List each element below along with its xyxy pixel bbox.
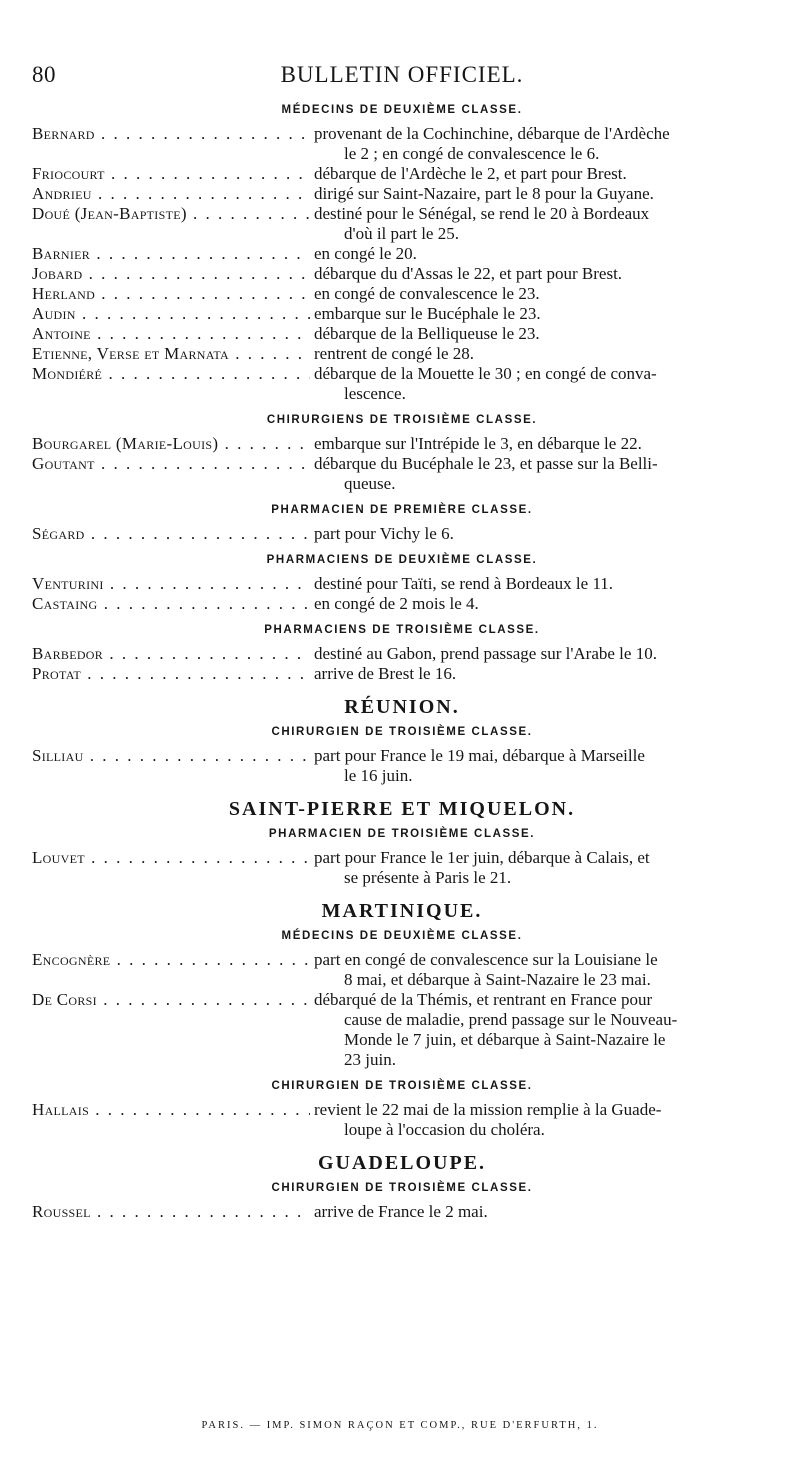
- entry-text: [310, 664, 772, 684]
- entry-line: débarque de l'Ardèche le 2, et part pour Brest.: [314, 164, 627, 183]
- entry-line: revient le 22 mai de la mission remplie à la Guade-: [314, 1100, 662, 1119]
- spacer: [32, 1222, 772, 1228]
- entry-name: Roussel . . .: [32, 1202, 310, 1222]
- entry-name: Hallais . . .: [32, 1100, 310, 1140]
- entry-line: destiné au Gabon, prend passage sur l'Arabe le 10.: [314, 644, 657, 663]
- entry-text: [310, 164, 772, 184]
- entry-text: [310, 244, 772, 264]
- entry-line: embarque sur le Bucéphale le 23.: [314, 304, 541, 323]
- entry-name: Ségard . . .: [32, 524, 310, 544]
- entry-name: Castaing . . .: [32, 594, 310, 614]
- page-number: 80: [32, 62, 56, 87]
- entry-line: queuse.: [344, 474, 396, 493]
- entry-row: [32, 1202, 772, 1222]
- entry-line: destiné pour le Sénégal, se rend le 20 à Bordeaux: [314, 204, 650, 223]
- entry-line: rentrent de congé le 28.: [314, 344, 475, 363]
- entry-row: [32, 848, 772, 888]
- entry-line: embarque sur l'Intrépide le 3, en débarque le 22.: [314, 434, 642, 453]
- entry-text: [310, 124, 772, 164]
- entry-row: [32, 574, 772, 594]
- entry-row: [32, 990, 772, 1070]
- entry-line: part pour France le 19 mai, débarque à Marseille: [314, 746, 645, 765]
- section-title: MÉDECINS DE DEUXIÈME CLASSE.: [281, 930, 523, 942]
- region-title: RÉUNION.: [344, 696, 460, 718]
- section-title: CHIRURGIENS DE TROISIÈME CLASSE.: [266, 414, 538, 426]
- entry-name: Mondiéré . . .: [32, 364, 310, 404]
- entry-row: [32, 264, 772, 284]
- entry-line: le 2 ; en congé de convalescence le 6.: [344, 144, 600, 163]
- entry-row: [32, 324, 772, 344]
- entry-line: provenant de la Cochinchine, débarque de l'Ardèche: [314, 124, 670, 143]
- spacer: [32, 684, 772, 690]
- entry-text: [310, 594, 772, 614]
- entry-line: en congé de 2 mois le 4.: [314, 594, 479, 613]
- entry-name: Andrieu . . .: [32, 184, 310, 204]
- running-title: BULLETIN OFFICIEL.: [280, 62, 524, 87]
- region-title: SAINT-PIERRE ET MIQUELON.: [228, 798, 576, 820]
- entry-name: Goutant . . .: [32, 454, 310, 494]
- entry-text: [310, 264, 772, 284]
- section-title: PHARMACIENS DE DEUXIÈME CLASSE.: [266, 554, 538, 566]
- entry-name: Bourgarel (Marie-Louis) . . .: [32, 434, 310, 454]
- entry-row: [32, 184, 772, 204]
- entry-line: arrive de France le 2 mai.: [314, 1202, 488, 1221]
- entry-text: [310, 184, 772, 204]
- entry-text: [310, 1202, 772, 1222]
- entry-row: [32, 594, 772, 614]
- section-title: PHARMACIEN DE TROISIÈME CLASSE.: [268, 828, 536, 840]
- region-title: MARTINIQUE.: [321, 900, 483, 922]
- spacer: [32, 1140, 772, 1146]
- entry-text: [310, 204, 772, 244]
- entry-row: [32, 344, 772, 364]
- entry-row: [32, 950, 772, 990]
- entry-name: Silliau . . .: [32, 746, 310, 786]
- entry-name: De Corsi . . .: [32, 990, 310, 1070]
- entry-row: [32, 644, 772, 664]
- entry-text: [310, 434, 772, 454]
- entry-row: [32, 164, 772, 184]
- entry-line: en congé le 20.: [314, 244, 417, 263]
- entry-name: Doué (Jean-Baptiste) . . .: [32, 204, 310, 244]
- entry-row: [32, 304, 772, 324]
- entry-text: [310, 848, 772, 888]
- entry-text: [310, 990, 772, 1070]
- section-title: CHIRURGIEN DE TROISIÈME CLASSE.: [271, 726, 533, 738]
- entry-line: débarque du Bucéphale le 23, et passe sur la Belli-: [314, 454, 658, 473]
- entry-line: le 16 juin.: [344, 766, 413, 785]
- entry-text: [310, 324, 772, 344]
- entry-row: [32, 454, 772, 494]
- section-title: CHIRURGIEN DE TROISIÈME CLASSE.: [271, 1080, 533, 1092]
- entry-line: cause de maladie, prend passage sur le Nouveau-: [344, 1010, 678, 1029]
- entry-text: [310, 644, 772, 664]
- entry-text: [310, 950, 772, 990]
- entry-name: Louvet . . .: [32, 848, 310, 888]
- section-title: MÉDECINS DE DEUXIÈME CLASSE.: [281, 104, 523, 116]
- entry-row: [32, 364, 772, 404]
- entry-line: d'où il part le 25.: [344, 224, 459, 243]
- page-header: [32, 62, 772, 96]
- entry-line: arrive de Brest le 16.: [314, 664, 457, 683]
- region-title: GUADELOUPE.: [317, 1152, 487, 1174]
- spacer: [32, 786, 772, 792]
- section-title: PHARMACIENS DE TROISIÈME CLASSE.: [264, 624, 540, 636]
- entry-line: débarque du d'Assas le 22, et part pour Brest.: [314, 264, 623, 283]
- entry-line: débarque de la Mouette le 30 ; en congé de conva-: [314, 364, 657, 383]
- entry-line: part en congé de convalescence sur la Louisiane le: [314, 950, 658, 969]
- entry-name: Jobard . . .: [32, 264, 310, 284]
- page-content: [32, 100, 772, 1228]
- entry-text: [310, 524, 772, 544]
- entry-text: [310, 574, 772, 594]
- entry-line: dirigé sur Saint-Nazaire, part le 8 pour la Guyane.: [314, 184, 654, 203]
- printer-footer: PARIS. — IMP. SIMON RAÇON ET COMP., RUE D'ERFURTH, 1.: [201, 1420, 599, 1431]
- entry-row: [32, 284, 772, 304]
- entry-line: destiné pour Taïti, se rend à Bordeaux le 11.: [314, 574, 614, 593]
- entry-line: loupe à l'occasion du choléra.: [344, 1120, 545, 1139]
- entry-row: [32, 434, 772, 454]
- entry-line: débarque de la Belliqueuse le 23.: [314, 324, 540, 343]
- entry-line: Monde le 7 juin, et débarque à Saint-Nazaire le: [344, 1030, 666, 1049]
- entry-text: [310, 1100, 772, 1140]
- entry-name: Encognère . . .: [32, 950, 310, 990]
- entry-text: [310, 304, 772, 324]
- entry-name: Bernard . . .: [32, 124, 310, 164]
- entry-text: [310, 344, 772, 364]
- section-title: CHIRURGIEN DE TROISIÈME CLASSE.: [271, 1182, 533, 1194]
- entry-row: [32, 124, 772, 164]
- entry-text: [310, 284, 772, 304]
- entry-name: Antoine . . .: [32, 324, 310, 344]
- entry-line: débarqué de la Thémis, et rentrant en France pour: [314, 990, 653, 1009]
- entry-text: [310, 454, 772, 494]
- entry-line: 8 mai, et débarque à Saint-Nazaire le 23 mai.: [344, 970, 651, 989]
- entry-line: lescence.: [344, 384, 406, 403]
- entry-row: [32, 244, 772, 264]
- entry-name: Barbedor . . .: [32, 644, 310, 664]
- entry-row: [32, 204, 772, 244]
- entry-name: Etienne, Verse et Marnata . . .: [32, 344, 310, 364]
- entry-row: [32, 746, 772, 786]
- entry-line: part pour Vichy le 6.: [314, 524, 454, 543]
- entry-text: [310, 364, 772, 404]
- entry-row: [32, 1100, 772, 1140]
- entry-line: 23 juin.: [344, 1050, 396, 1069]
- entry-name: Barnier . . .: [32, 244, 310, 264]
- entry-line: part pour France le 1er juin, débarque à Calais, et: [314, 848, 650, 867]
- entry-row: [32, 664, 772, 684]
- entry-name: Protat . . .: [32, 664, 310, 684]
- entry-name: Friocourt . . .: [32, 164, 310, 184]
- spacer: [32, 888, 772, 894]
- entry-name: Audin . . .: [32, 304, 310, 324]
- entry-text: [310, 746, 772, 786]
- section-title: PHARMACIEN DE PREMIÈRE CLASSE.: [271, 504, 533, 516]
- entry-name: Herland . . .: [32, 284, 310, 304]
- entry-line: se présente à Paris le 21.: [344, 868, 512, 887]
- entry-row: [32, 524, 772, 544]
- entry-line: en congé de convalescence le 23.: [314, 284, 540, 303]
- entry-name: Venturini . . .: [32, 574, 310, 594]
